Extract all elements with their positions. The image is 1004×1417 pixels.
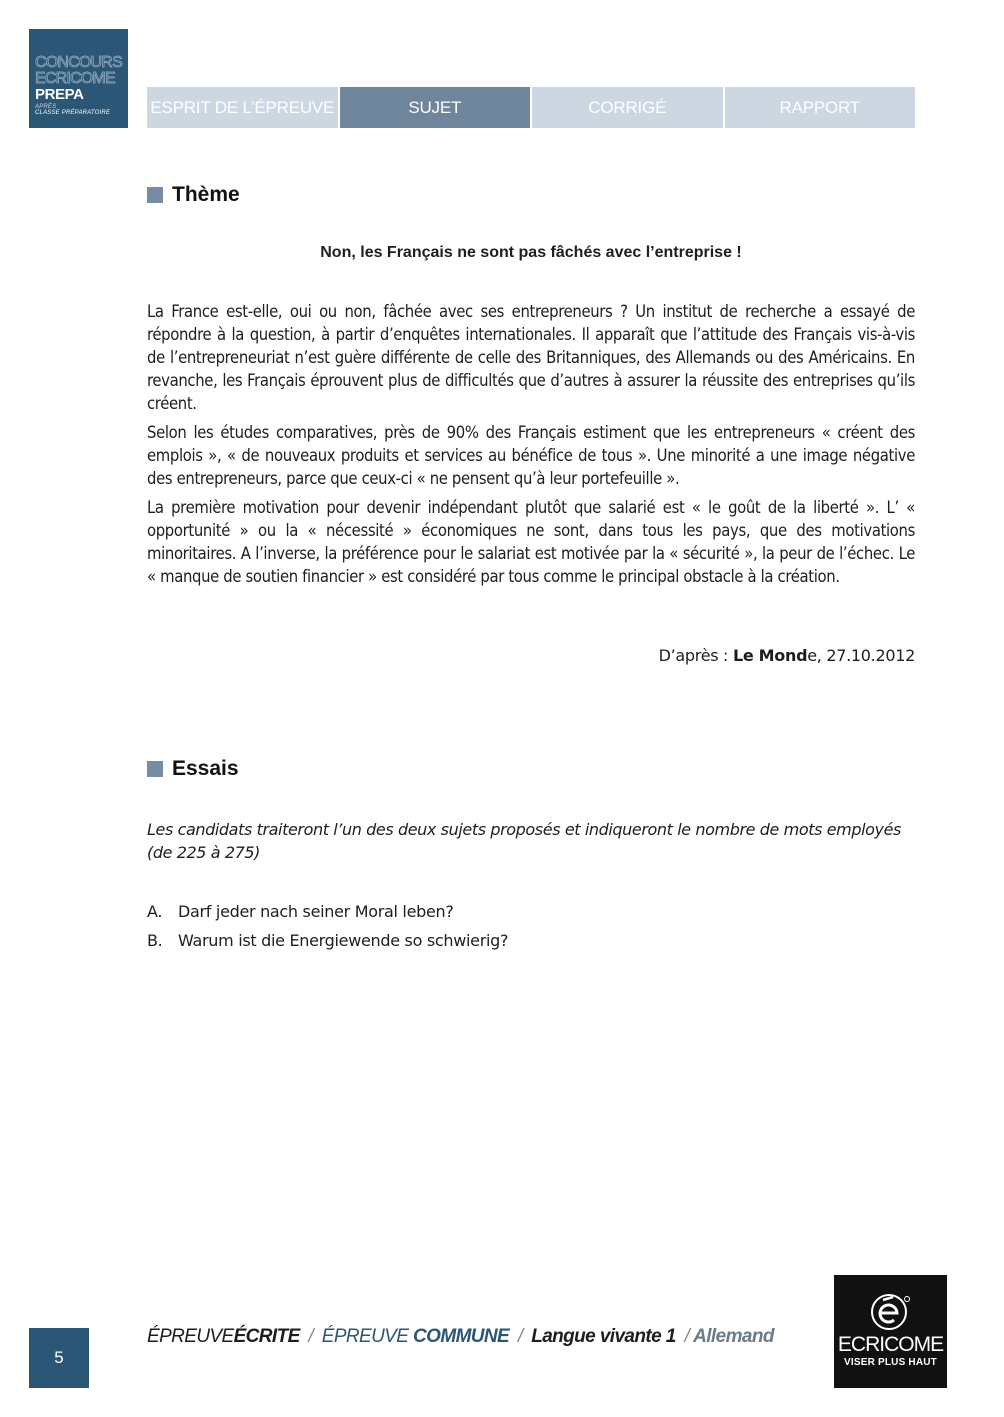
footer-breadcrumb <box>147 1326 774 1348</box>
logo-concours: CONCOURS <box>35 54 122 71</box>
article-body <box>147 300 915 594</box>
square-bullet-icon <box>147 761 163 777</box>
essais-heading <box>147 757 239 781</box>
brand-tagline: VISER PLUS HAUT <box>843 1357 937 1368</box>
article-source <box>659 646 915 665</box>
essais-heading-text: Essais <box>172 757 239 780</box>
logo-classe: CLASSE PRÉPARATOIRE <box>35 110 111 116</box>
brand-name: ECRICOME <box>837 1333 944 1356</box>
paragraph: La première motivation pour devenir indépendant plutôt que salarié est « le goût de la liberté ». L’ « opportunité » ou la « nécessité » économiques ne sont, dans tous les pays, que des motivations minoritaires. A l’inverse, la préférence pour le salariat est motivée par la « sécurité », la peur de l’échec. Le « manque de soutien financier » est considéré par tous comme le principal obstacle à la création. <box>147 498 915 586</box>
source-publication-rest: e, <box>807 646 822 665</box>
concours-logo <box>29 29 128 128</box>
tab-sujet[interactable]: SUJET <box>340 87 531 128</box>
topic-text: Warum ist die Energiewende so schwierig? <box>178 931 509 950</box>
source-date: 27.10.2012 <box>826 646 915 665</box>
footer-epreuve: ÉPREUVE <box>147 1326 234 1347</box>
list-item <box>147 926 915 955</box>
footer-ecrite: ÉCRITE <box>233 1326 300 1347</box>
source-prefix: D’après : <box>658 646 729 665</box>
footer-separator: / <box>308 1326 314 1347</box>
section-tabs <box>147 87 915 128</box>
topic-letter: A. <box>147 902 163 921</box>
footer-epreuve-2: ÉPREUVE <box>321 1326 409 1347</box>
ecricome-brand-logo <box>834 1275 947 1388</box>
essay-topics <box>147 897 915 955</box>
paragraph: La France est-elle, oui ou non, fâchée avec ses entrepreneurs ? Un institut de recherche a essayé de répondre à la question, à partir d’enquêtes internationales. Il apparaît que l’attitude des Français vis-à-vis de l’entrepreneuriat n’est guère différente de celle des Britanniques, des Allemands ou des Américains. En revanche, les Français éprouvent plus de difficultés que d’autres à assurer la réussite des entreprises qu’ils créent. <box>147 302 915 413</box>
topic-letter: B. <box>147 931 163 950</box>
page-number: 5 <box>29 1328 89 1388</box>
footer-langue: Langue vivante 1 <box>531 1326 676 1347</box>
essay-instructions: Les candidats traiteront l’un des deux sujets proposés et indiqueront le nombre de mots employés (de 225 à 275) <box>147 820 901 862</box>
tab-rapport[interactable]: RAPPORT <box>725 87 916 128</box>
footer-separator: / <box>517 1326 523 1347</box>
tab-esprit[interactable]: ESPRIT DE L’ÉPREUVE <box>147 87 338 128</box>
square-bullet-icon <box>147 187 163 203</box>
theme-heading <box>147 183 240 207</box>
footer-separator: / <box>684 1326 690 1347</box>
logo-ecricome: ECRICOME <box>35 70 115 87</box>
tab-corrige[interactable]: CORRIGÉ <box>532 87 723 128</box>
paragraph: Selon les études comparatives, près de 90% des Français estiment que les entrepreneurs « créent des emplois », « de nouveaux produits et services au bénéfice de tous ». Une minorité a une image négative des entrepreneurs, parce que ceux-ci « ne pensent qu’à leur portefeuille ». <box>147 423 915 488</box>
list-item <box>147 897 915 926</box>
topic-text: Darf jeder nach seiner Moral leben? <box>178 902 454 921</box>
footer-commune: COMMUNE <box>413 1326 510 1347</box>
logo-prepa: PREPA <box>35 86 84 103</box>
article-title: Non, les Français ne sont pas fâchés avec l’entreprise ! <box>320 244 742 261</box>
theme-heading-text: Thème <box>172 183 240 206</box>
logo-apres: APRÈS <box>35 104 57 110</box>
footer-allemand: Allemand <box>693 1326 774 1347</box>
source-publication: Le Mond <box>732 646 808 665</box>
ecricome-e-icon <box>869 1291 913 1331</box>
